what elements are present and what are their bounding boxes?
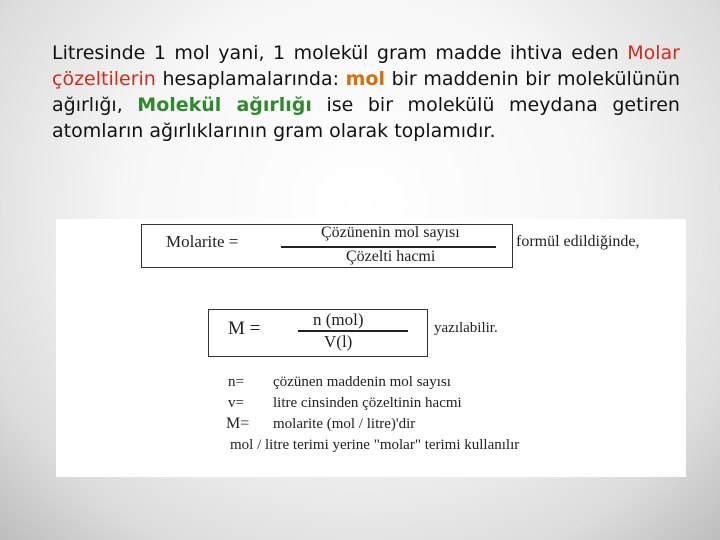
formula-figure (56, 219, 686, 477)
formula2-denominator: V(l) (324, 332, 353, 351)
terminology-note: mol / litre terimi yerine "molar" terimi kullanılır (230, 437, 520, 453)
formula2-fraction-bar (298, 330, 408, 332)
legend-symbol-v: v= (228, 395, 244, 411)
para-text-3: bir maddenin bir molekülünün ağırlığı, (52, 68, 680, 116)
legend-text-v: litre cinsinden çözeltinin hacmi (273, 395, 462, 411)
highlight-molar-solutions: Molar çözeltilerin (52, 42, 680, 90)
formula1-denominator: Çözelti hacmi (346, 248, 436, 265)
highlight-molecular-weight: Molekül ağırlığı (137, 94, 312, 116)
para-text-1: Litresinde 1 mol yani, 1 molekül gram madde ihtiva eden (52, 42, 628, 64)
legend-text-m: molarite (mol / litre)'dir (273, 416, 416, 432)
formula1-lhs: Molarite = (166, 232, 239, 251)
formula2-numerator: n (mol) (313, 310, 364, 329)
legend-symbol-n: n= (228, 374, 244, 390)
highlight-mol: mol (345, 68, 385, 90)
intro-paragraph (52, 40, 680, 144)
legend-symbol-m: M= (226, 415, 250, 432)
para-text-4: ise bir molekülü meydana getiren atomların ağırlıklarının gram olarak toplamıdır. (52, 94, 680, 142)
formula2-lhs: M = (228, 318, 261, 339)
formula1-suffix: formül edildiğinde, (516, 233, 640, 250)
legend-text-n: çözünen maddenin mol sayısı (273, 374, 451, 390)
formula1-numerator: Çözünenin mol sayısı (321, 224, 460, 241)
para-text-2: hesaplamalarında: (155, 68, 346, 90)
formula2-suffix: yazılabilir. (434, 320, 498, 336)
